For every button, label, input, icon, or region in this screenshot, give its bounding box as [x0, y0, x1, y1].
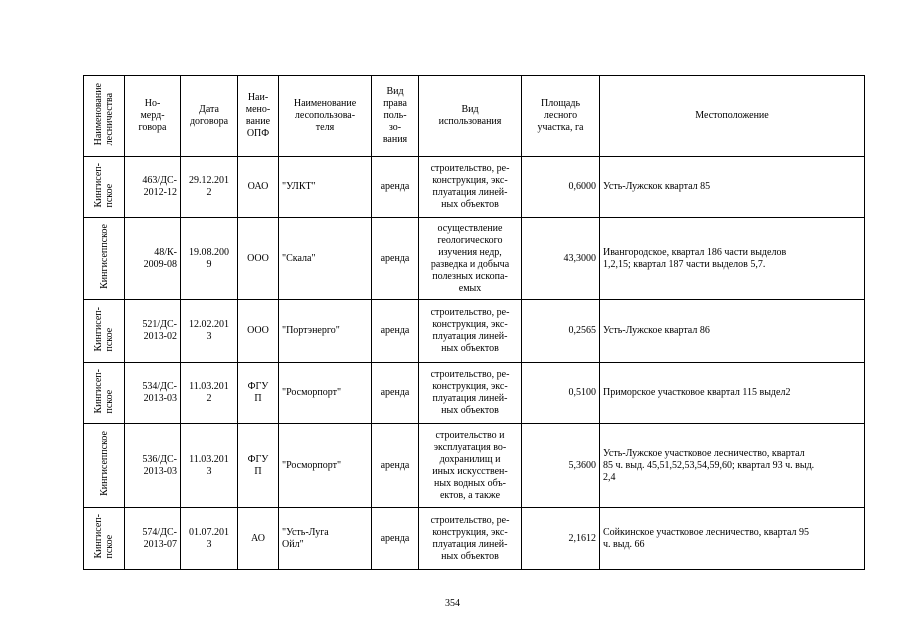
cell-area: 43,3000: [522, 218, 600, 300]
cell-location: Усть-Лужскок квартал 85: [600, 157, 865, 218]
cell-usage-type: строительство, ре- конструкция, экс- плуатация линей- ных объектов: [419, 300, 522, 363]
cell-location: Усть-Лужское участковое лесничество, квартал 85 ч. выд. 45,51,52,53,54,59,60; квартал 93 ч. выд. 2,4: [600, 424, 865, 508]
header-row: [84, 76, 865, 157]
cell-usage-type: строительство, ре- конструкция, экс- плуатация линей- ных объектов: [419, 508, 522, 570]
cell-contract-number: 536/ДС- 2013-03: [125, 424, 181, 508]
cell-forestry: Кингисеп- пское: [84, 508, 125, 570]
cell-location: Ивангородское, квартал 186 части выделов 1,2,15; квартал 187 части выделов 5,7.: [600, 218, 865, 300]
cell-location: Приморское участковое квартал 115 выдел2: [600, 363, 865, 424]
cell-contract-number: 534/ДС- 2013-03: [125, 363, 181, 424]
cell-contract-date: 19.08.200 9: [181, 218, 238, 300]
cell-forest-user: "УЛКТ": [279, 157, 372, 218]
cell-contract-date: 29.12.201 2: [181, 157, 238, 218]
cell-forestry: Кингисеппское: [84, 424, 125, 508]
cell-contract-date: 12.02.201 3: [181, 300, 238, 363]
header-opf: Наи- мено- вание ОПФ: [238, 76, 279, 157]
cell-forest-user: "Росморпорт": [279, 424, 372, 508]
table-row: [84, 218, 865, 300]
table-row: [84, 157, 865, 218]
cell-area: 2,1612: [522, 508, 600, 570]
cell-right-type: аренда: [372, 363, 419, 424]
cell-right-type: аренда: [372, 157, 419, 218]
cell-contract-number: 463/ДС- 2012-12: [125, 157, 181, 218]
cell-contract-date: 01.07.201 3: [181, 508, 238, 570]
cell-area: 0,6000: [522, 157, 600, 218]
cell-right-type: аренда: [372, 300, 419, 363]
cell-opf: ООО: [238, 218, 279, 300]
cell-right-type: аренда: [372, 508, 419, 570]
cell-contract-number: 48/К- 2009-08: [125, 218, 181, 300]
cell-opf: ОАО: [238, 157, 279, 218]
header-forestry: Наименование лесничества: [84, 76, 125, 157]
table-row: [84, 363, 865, 424]
cell-opf: ФГУ П: [238, 424, 279, 508]
cell-usage-type: осуществление геологического изучения недр, разведка и добыча полезных ископа- емых: [419, 218, 522, 300]
cell-contract-date: 11.03.201 2: [181, 363, 238, 424]
cell-forest-user: "Усть-Луга Ойл": [279, 508, 372, 570]
cell-location: Сойкинское участковое лесничество, квартал 95 ч. выд. 66: [600, 508, 865, 570]
cell-area: 5,3600: [522, 424, 600, 508]
cell-opf: ФГУ П: [238, 363, 279, 424]
cell-location: Усть-Лужское квартал 86: [600, 300, 865, 363]
cell-contract-number: 521/ДС- 2013-02: [125, 300, 181, 363]
cell-forestry: Кингисеп- пское: [84, 300, 125, 363]
page-number: 354: [445, 598, 460, 609]
header-usage-type: Вид использования: [419, 76, 522, 157]
table-row: [84, 300, 865, 363]
cell-forestry: Кингисеп- пское: [84, 363, 125, 424]
header-contract-date: Дата договора: [181, 76, 238, 157]
cell-area: 0,5100: [522, 363, 600, 424]
cell-usage-type: строительство, ре- конструкция, экс- плуатация линей- ных объектов: [419, 363, 522, 424]
cell-usage-type: строительство, ре- конструкция, экс- плуатация линей- ных объектов: [419, 157, 522, 218]
header-location: Местоположение: [600, 76, 865, 157]
cell-contract-number: 574/ДС- 2013-07: [125, 508, 181, 570]
cell-right-type: аренда: [372, 218, 419, 300]
cell-forest-user: "Скала": [279, 218, 372, 300]
cell-usage-type: строительство и эксплуатация во- дохранилищ и иных искусствен- ных водных объ- ектов, а также: [419, 424, 522, 508]
table-row: [84, 508, 865, 570]
cell-contract-date: 11.03.201 3: [181, 424, 238, 508]
cell-right-type: аренда: [372, 424, 419, 508]
cell-forest-user: "Портэнерго": [279, 300, 372, 363]
header-forest-user: Наименование лесопользова- теля: [279, 76, 372, 157]
table-row: [84, 424, 865, 508]
forest-lease-table: [83, 75, 865, 570]
header-right-type: Вид права поль- зо- вания: [372, 76, 419, 157]
header-contract-number: Но- мерд- говора: [125, 76, 181, 157]
cell-forestry: Кингисеппское: [84, 218, 125, 300]
cell-forest-user: "Росморпорт": [279, 363, 372, 424]
cell-forestry: Кингисеп- пское: [84, 157, 125, 218]
cell-opf: ООО: [238, 300, 279, 363]
header-area: Площадь лесного участка, га: [522, 76, 600, 157]
cell-area: 0,2565: [522, 300, 600, 363]
cell-opf: АО: [238, 508, 279, 570]
